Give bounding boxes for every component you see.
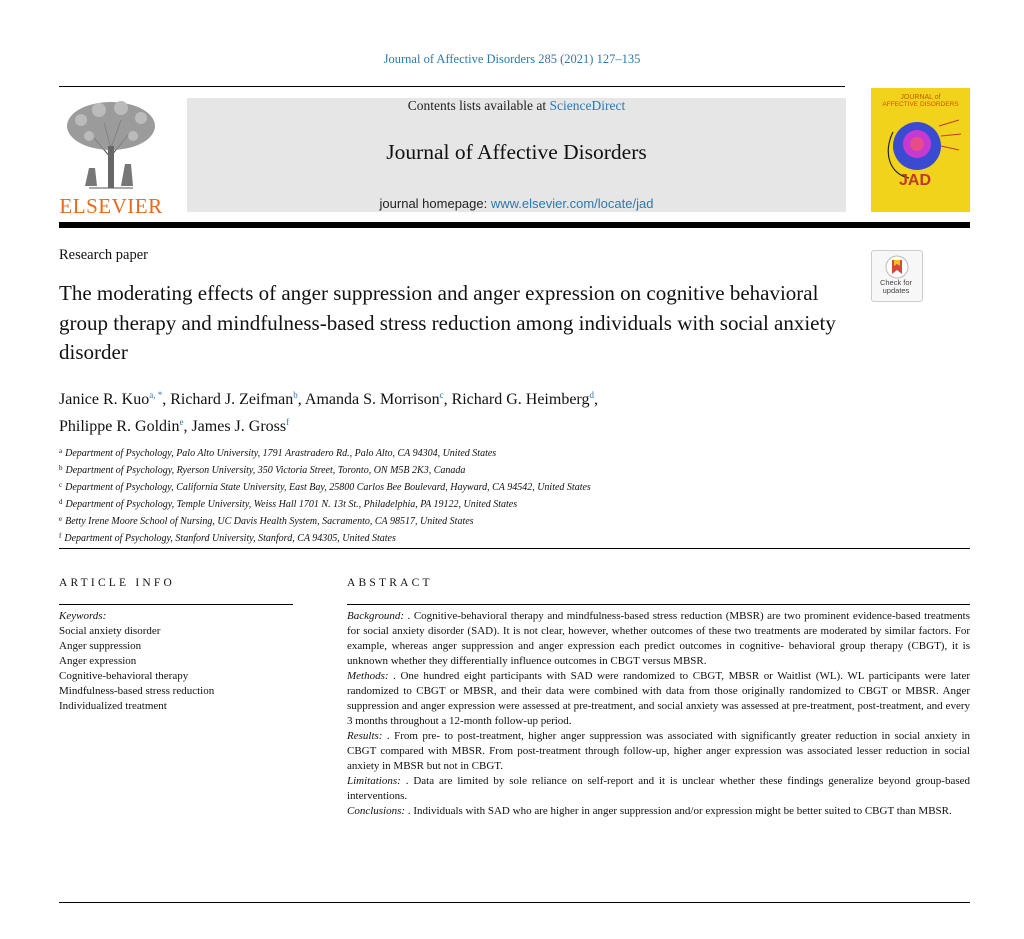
section-rule bbox=[59, 548, 970, 549]
abstract-rule bbox=[347, 604, 970, 605]
article-info-rule bbox=[59, 604, 293, 605]
keyword: Individualized treatment bbox=[59, 700, 167, 712]
cover-line1: JOURNAL of bbox=[900, 94, 941, 101]
journal-title: Journal of Affective Disorders bbox=[386, 140, 647, 164]
journal-citation[interactable]: Journal of Affective Disorders 285 (2021) 127–135 bbox=[383, 52, 641, 66]
affiliation: $^a$ Department of Psychology, Palo Alto University, 1791 Arastradero Rd., Palo Alto, CA 94304, United States bbox=[59, 447, 497, 459]
keyword: Anger expression bbox=[59, 655, 137, 667]
author-list: Janice R. Kuo$^{a, *}$, Richard J. Zeifman$^b$, Amanda S. Morrison$^c$, Richard G. Heimberg$^d$, Philippe R. Goldin$^e$, James J. Gross$^f$ bbox=[59, 390, 598, 435]
sciencedirect-link[interactable]: ScienceDirect bbox=[549, 98, 626, 113]
author[interactable]: James J. Gross$^f$ bbox=[191, 417, 290, 435]
bottom-rule bbox=[59, 902, 970, 903]
affiliation-list bbox=[59, 444, 859, 546]
cover-line2: AFFECTIVE DISORDERS bbox=[882, 101, 959, 108]
publisher-name: ELSEVIER bbox=[59, 194, 163, 218]
abstract-heading: ABSTRACT bbox=[347, 577, 433, 589]
homepage-line bbox=[187, 196, 846, 211]
affiliation: $^e$ Betty Irene Moore School of Nursing, UC Davis Health System, Sacramento, CA 98517, United States bbox=[59, 515, 474, 527]
masthead-bottom-bar bbox=[59, 222, 970, 228]
author[interactable]: Janice R. Kuo$^{a, *}$ bbox=[59, 390, 163, 408]
abstract-methods: Methods: . One hundred eight participants with SAD were randomized to CBGT, MBSR or Waitlist (WL). WL participants were later randomized to CBGT or MBSR, and their data were combined with data from those originally randomized to CBGT or MBSR. Anger suppression and anger expression were assessed at pre-treatment, and social anxiety was assessed at pre-treatment, post-treatment, and every 3 months throughout a 12-month follow-up period. bbox=[347, 670, 970, 727]
keywords-label: Keywords: bbox=[59, 610, 107, 622]
affiliation: $^d$ Department of Psychology, Temple University, Weiss Hall 1701 N. 13t St., Philadelphia, PA 19122, United States bbox=[59, 498, 518, 510]
author[interactable]: Amanda S. Morrison$^c$ bbox=[304, 390, 444, 408]
homepage-prefix: journal homepage: bbox=[379, 196, 491, 211]
keyword: Anger suppression bbox=[59, 640, 142, 652]
cfu-line2: updates bbox=[882, 286, 910, 295]
author[interactable]: Richard J. Zeifman$^b$ bbox=[170, 390, 298, 408]
affiliation: $^c$ Department of Psychology, California State University, East Bay, 25800 Carlos Bee Boulevard, Hayward, CA 94542, United States bbox=[59, 481, 591, 493]
journal-cover-image bbox=[871, 88, 970, 212]
header-rule bbox=[59, 86, 845, 87]
homepage-link[interactable]: www.elsevier.com/locate/jad bbox=[490, 196, 654, 211]
affiliation: $^f$ Department of Psychology, Stanford University, Stanford, CA 94305, United States bbox=[59, 532, 396, 544]
article-info-heading: ARTICLE INFO bbox=[59, 577, 175, 589]
abstract-background: Background: . Cognitive-behavioral therapy and mindfulness-based stress reduction (MBSR) are two prominent evidence-based treatments for social anxiety disorder (SAD). It is not clear, however, whether outcomes of these two treatments are moderated by similar factors. For example, whereas anger suppression and anger expression each predict outcomes in cognitive- behavioral group therapy (CBGT), it is unknown whether they differentially influence outcomes in CBGT versus MBSR. bbox=[347, 610, 970, 667]
contents-prefix: Contents lists available at bbox=[407, 98, 550, 113]
keywords-block bbox=[59, 609, 299, 714]
keyword: Mindfulness-based stress reduction bbox=[59, 685, 215, 697]
check-for-updates-label bbox=[871, 279, 921, 295]
bookmark-icon bbox=[885, 255, 909, 279]
contents-line bbox=[187, 98, 846, 114]
abstract-results: Results: . From pre- to post-treatment, higher anger suppression was associated with significantly greater reduction in social anxiety in CBGT compared with MBSR. From post-treatment through follow-up, higher anger expression was associated lesser reduction in social anxiety in MBSR but not in CBGT. bbox=[347, 730, 970, 772]
cfu-line1: Check for bbox=[879, 278, 913, 287]
affiliation: $^b$ Department of Psychology, Ryerson University, 350 Victoria Street, Toronto, ON M5B 2K3, Canada bbox=[59, 464, 466, 476]
abstract-body bbox=[347, 609, 970, 819]
article-title: The moderating effects of anger suppression and anger expression on cognitive behavioral group therapy and mindfulness-based stress reduction among individuals with social anxiety disorder bbox=[59, 281, 836, 364]
keyword: Social anxiety disorder bbox=[59, 625, 161, 637]
abstract-limitations: Limitations: . Data are limited by sole reliance on self-report and it is unclear whether these findings generalize beyond group-based interventions. bbox=[347, 775, 970, 802]
author[interactable]: Richard G. Heimberg$^d$ bbox=[451, 390, 594, 408]
abstract-conclusions: Conclusions: . Individuals with SAD who are higher in anger suppression and/or expression might be better suited to CBGT than MBSR. bbox=[347, 805, 952, 817]
cover-logo: JAD bbox=[899, 172, 932, 189]
article-category: Research paper bbox=[59, 247, 148, 263]
author[interactable]: Philippe R. Goldin$^e$ bbox=[59, 417, 184, 435]
keyword: Cognitive-behavioral therapy bbox=[59, 670, 189, 682]
